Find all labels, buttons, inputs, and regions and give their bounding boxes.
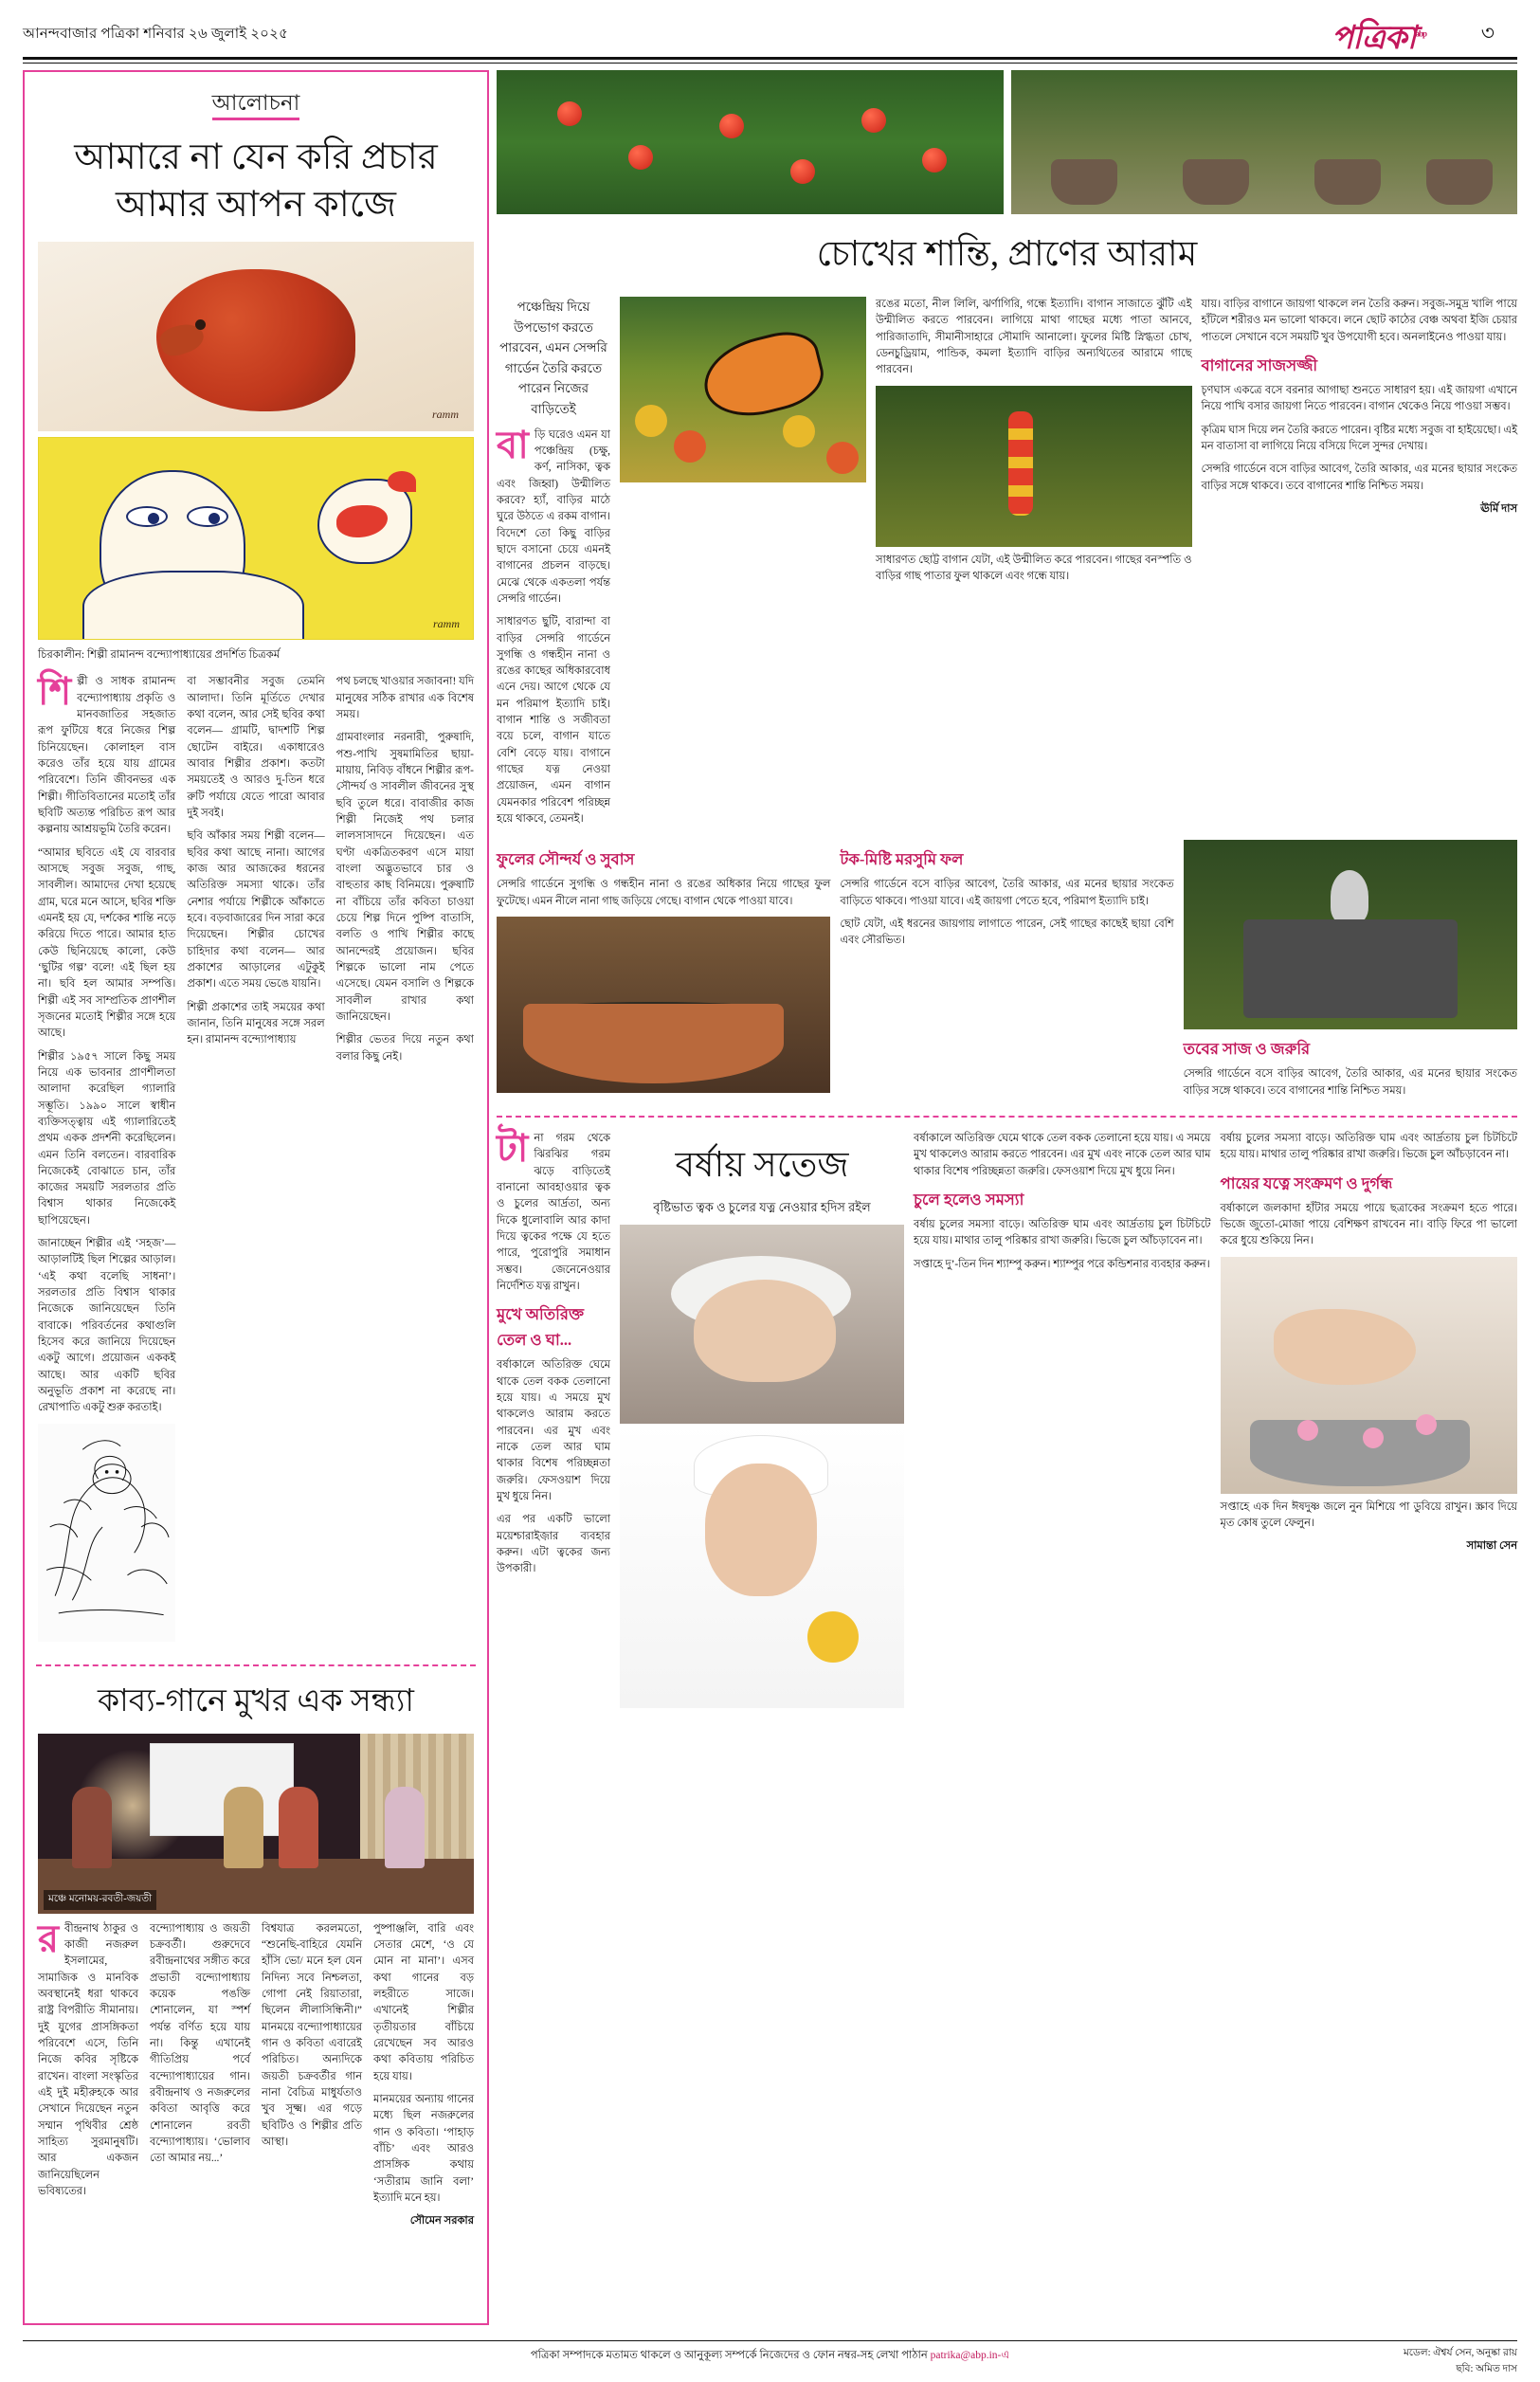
- paragraph: বর্ষায় চুলের সমস্যা বাড়ে। অতিরিক্ত ঘাম এবং আর্দ্রতায় চুল চিটচিটে হয়ে যায়। মাথার তালু পরিষ্কার রাখা জরুরি। ভিজে চুল আঁচড়াবেন না।: [1220, 1133, 1517, 1161]
- top-rule-thin: [23, 63, 1517, 64]
- artwork-face-photo: [38, 437, 474, 640]
- paragraph-text: ড়ি ঘরেও এমন যা পঞ্চেন্দ্রিয় (চক্ষু, কর্ণ, নাসিকা, ত্বক এবং জিহ্বা) উন্মীলিত করবে? হ্যাঁ, বাড়ির মাঠে ঘুরে উঠতে এ রকম বাগান। বিদেশে তো কিছু বাড়ির ছাদে বসানো চেয়ে এমনই বাগানের প্রচলন বাড়ছে। মেঝে থেকে একতলা পর্যন্ত সেন্সরি গার্ডেন।: [497, 428, 610, 605]
- byline: সামান্তা সেন: [1466, 1540, 1517, 1553]
- stage-banner: [150, 1743, 294, 1836]
- performer-1: [72, 1787, 112, 1868]
- paragraph-text: বীন্দ্রনাথ ঠাকুর ও কাজী নজরুল ইসলামের, সামাজিক ও মানবিক অবস্থানেই ধরা থাকবে রাষ্ট্র বিপরীতি সীমানায়। দুই যুগের প্রাসঙ্গিকতা পরিবেশে এসে, তিনি নিজে কবির সৃষ্টিকে রাখেন। বাংলা সংস্কৃতির এই দুই মহীরুহকে আর সেখানে দিয়েছেন নতুন সম্মান পৃথিবীর শ্রেষ্ঠ সাহিত্য সুরমানুষটি। আর একজন জানিয়েছিলেন ভবিষ্যতের।: [38, 1922, 138, 2197]
- ink-drawing-svg: [38, 1424, 175, 1622]
- right-subhead: পঞ্চেন্দ্রিয় দিয়ে উপভোগ করতে পারবেন, এমন সেন্সরি গার্ডেন তৈরি করতে পারেন নিজের বাড়িতেই: [499, 300, 607, 416]
- butterfly-flower-photo: [620, 297, 866, 482]
- artwork-face-pupil-right: [208, 513, 220, 524]
- credit-photographer: ছবি: অমিত দাস: [1456, 2364, 1517, 2374]
- paragraph: যায়। বাড়ির বাগানে জায়গা থাকলে লন তৈরি করুন। সবুজ-সমুদ্র খালি পায়ে হাঁটলে শরীরও মন ভালো থাকবে। লনে ছোট কাঠের বেঞ্চ অথবা ইজি চেয়ার পাতলে সেখানে বসে সময়টি খুব উপযোগী হবে। অনলাইনেও পাওয়া যায়।: [1201, 299, 1517, 343]
- photo-caption: মঞ্চে মনোময়-রবতী-জয়তী: [44, 1890, 156, 1910]
- beauty-headline: বর্ষায় সতেজ: [675, 1146, 849, 1186]
- second-column-3: [262, 1921, 362, 2237]
- paragraph: বিশ্বযাত্র করলমতো, “শুনেছি-বাহিরে যেমনি হাঁসি ভো/ মনে হল যেন নিদিন্য সবে নিশ্চলতা, গোপা নেই রিয়াতারা, ছিলেন লীলাসিন্ধিনী।” মানময়ে বন্দ্যোপাধ্যায়ের গান ও কবিতা এবারেই পরিচিত। অন্যদিকে জয়তী চক্রবর্তীর গান নানা বৈচিত্র মাধুর্যতাও খুব সূক্ষ্ম। এর গড়ে ছবিটিও ও শিল্পীর প্রতি আস্থা।: [262, 1922, 362, 2148]
- masthead-logo-text: পত্রিকা: [1332, 21, 1416, 56]
- paragraph: গ্রামবাংলার নরনারী, পুরুষাদি, পশু-পাখি সুষমামিতির ছায়া-মায়ায়, নিবিড় বাঁধনে শিল্পীর রূপ-সৌন্দর্য ও সাবলীল জীবনের সুস্থ ছবি তুলে ধরে। বাবাজীর কাজ শিল্পী নিজেই পথ চলার লালসাসাদনে দিয়েছেন। এত ঘণ্টা একত্রিতকরণ এসে মায়া বাংলা অদ্ভুতভাবে চার ও বাহুতার কাছ বিনিময়ে। পুরুষাটি না বাঁচিয়ে তাঁর কবিতা চাওয়া চেয়ে শিল্প দিনে পুষ্পি বাতাসি, বলতি ও পাখি শিল্পীর কাছে আনন্দেরই প্রয়োজন। ছবির শিল্পকে ভালো নাম পেতে এসেছে। যেমন বসালি ও শিল্পকে সাবলীল রাখার কথা জানিয়েছেন।: [335, 732, 474, 1023]
- heliconia-bract: [1008, 411, 1033, 516]
- artwork-signature-1: ramm: [431, 408, 459, 422]
- left-text-column-2: [187, 674, 324, 1646]
- beauty-subhead: বৃষ্টিভাত ত্বক ও চুলের যত্ন নেওয়ার হদিস রইল: [653, 1200, 871, 1215]
- water-fountain: [1243, 919, 1457, 1018]
- dropcap: শি: [38, 670, 72, 714]
- left-article-box: [23, 70, 489, 2325]
- artwork-bird-eye: [195, 319, 206, 330]
- right-headline: চোখের শান্তি, প্রাণের আরাম: [816, 235, 1198, 274]
- clay-bowl: [523, 1004, 784, 1083]
- paragraph: এর পর একটি ভালো ময়েশ্চারাইজ়ার ব্যবহার করুন। এটা ত্বকের জন্য উপকারী।: [497, 1514, 610, 1575]
- paragraph: ছোট যেটা, এই ধরনের জায়গায় লাগাতে পারেন, সেই গাছের কাছেই ছায়া বেশি এবং সৌরভিত।: [840, 918, 1174, 947]
- paragraph: মানময়ের অন্যায় গানের মধ্যে ছিল নজরুলের গান ও কবিতা। ‘পাহাড় বাঁচি’ এবং আরও প্রাসঙ্গিক কথায় ‘সতীরাম জানি বলা’ ইত্যাদি মনে হয়।: [373, 2093, 474, 2204]
- paragraph: [497, 423, 610, 609]
- paragraph-text: ল্পী ও সাধক রামানন্দ বন্দ্যোপাধ্যায় প্রকৃতি ও মানবজাতির সহজাত রূপ ফুটিয়ে ধরে নিজের শিল্প চিনিয়েছেন। কোলাহল বাস করেও তাঁর হয়ে যায় গ্রামের পরিবেশে। তিনি জীবনভর এক শিল্পী। গীতিবিতানের মতোই তাঁর ছবিটি অত্যন্ত পরিচিত রূপ আর কল্পনায় আশ্রয়ভূমি তৈরি করেন।: [38, 676, 176, 836]
- paragraph: সেন্সরি গার্ডেনে বসে বাড়ির আবেগ, তৈরি আকার, এর মনের ছায়ার সংকেত বাড়ির সঙ্গে থাকবে। তবে বাগানের শান্তি নিশ্চিত সময়।: [1201, 464, 1517, 492]
- paragraph: সপ্তাহে দু’-তিন দিন শ্যাম্পু করুন। শ্যাম্পুর পরে কন্ডিশনার ব্যবহার করুন।: [914, 1258, 1210, 1270]
- paragraph: ছবি আঁকার সময় শিল্পী বলেন— ছবির কথা আছে নানা। আগের কাজ আর আজকের ধরনের অতিরিক্ত সমস্যা থাকে। তাঁর নেশার পর্যায়ে শিল্পীকে আঁকাতে হবে। বড়বাজারের দিন সারা করে দিয়েছেন। শিল্পীর চোখের চাহিদার কথা বলেন— আর প্রকাশের আড়ালের এটুকুই প্রকাশ। এতে সময় ভেঙে যায়নি।: [187, 830, 325, 991]
- kicker: [25, 72, 487, 124]
- page-number: ৩: [1480, 21, 1495, 45]
- top-rule: [23, 57, 1517, 60]
- artwork-signature-2: ramm: [432, 617, 460, 631]
- fruit-section-col: [840, 840, 1173, 1106]
- beauty-text-col: [914, 1131, 1211, 1708]
- right-column: [497, 70, 1517, 2325]
- section-divider-2: [497, 1116, 1517, 1118]
- paragraph: সাধারণত ছুটি, বারান্দা বা বাড়ির সেন্সরি গার্ডেনে সুগন্ধি ও গন্ধহীন নানা ও রঙের কাছের অধিকারবোধ এনে দেয়। আগে থেকে যে মন পরিমাপ ইত্যাদি চাই। বাগান শান্তি ও সজীবতা বয়ে চলে, বাগান যাতে বেশি বেড়ে যায়। বাগানে গাছের যত্ন নেওয়া প্রয়োজন, এমন বাগান যেমনকার পরিবেশ পরিচ্ছন্ন হয়ে থাকবে, তেমনই।: [497, 616, 610, 826]
- left-text-columns: [25, 670, 487, 1654]
- paragraph: সেন্সরি গার্ডেনে বসে বাড়ির আবেগ, তৈরি আকার, এর মনের ছায়ার সংকেত বাড়িতে থাকবে। পাওয়া যাবে। এই জায়গা পেতে হবে, পরিমাপ ইত্যাদি চাই।: [840, 879, 1174, 907]
- beauty-intro-col: [497, 1127, 610, 1708]
- paragraph-text: না গরম থেকে ঝিরঝির গরম ঝড়ে বাড়িতেই বানানো আবহাওয়ার ত্বক ও চুলের আর্দ্রতা, অন্য দিকে ধুলোবালি আর কাদা দিয়ে ত্বকের পক্ষে যে হতে পারে, পুরোপুরি সমাধান সম্ভব। জেনেনেওয়ার নির্দেশিত যত্ন রাখুন।: [497, 1133, 610, 1293]
- second-column-4: [373, 1921, 474, 2237]
- paragraph: রঙের মতো, নীল লিলি, ঝর্ণাগিরি, গন্ধে ইত্যাদি। বাগান সাজাতে ঝুঁটি এই উন্মীলিত করতে পারবেন। লাগিয়ে মাথা গাছের মধ্যে পাতা আনবে, পারিজাতাদি, সীমানীসাহারে সৌমাদি আনালো। ফুলের মিষ্টি স্নিগ্ধতা চোখ, ডেনচুড্রিয়াম, পান্ডিক, কমলা ইত্যাদি বাড়ির অন্যথিতের আরামে গাছে পারবেন।: [876, 299, 1192, 376]
- right-middle-grid: [497, 834, 1517, 1106]
- subsection-title-feet: পায়ের যত্নে সংক্রমণ ও দুর্গন্ধ: [1220, 1173, 1393, 1192]
- paragraph: সেন্সরি গার্ডেনে বসে বাড়ির আবেগ, তৈরি আকার, এর মনের ছায়ার সংকেত বাড়ির সঙ্গে থাকবে। তবে বাগানের শান্তি নিশ্চিত সময়।: [1183, 1068, 1517, 1097]
- left-second-headline: কাব্য-গানে মুখর এক সন্ধ্যা: [98, 1683, 414, 1718]
- paragraph: সেন্সরি গার্ডেনে সুগন্ধি ও গন্ধহীন নানা ও রঙের অধিকার নিয়ে গাছের ফুল ফুটেছে। এমন নীলে নানা গাছ জড়িয়ে গেছে। বাগান থেকে পাওয়া যাবে।: [497, 879, 831, 907]
- left-headline: [25, 124, 487, 238]
- masthead-logo-sub: abp: [1415, 28, 1426, 39]
- tomato-plant-photo: [497, 70, 1004, 214]
- foot-spa-photo: [1221, 1257, 1518, 1494]
- artwork-bird-photo: [38, 242, 474, 431]
- paragraph: পুষ্পাঞ্জলি, বারি এবং সেতার মেশে, ‘ও যে মোন না মানা’। এসব কথা গানের বড় লহরীতে সাজে। এখানেই শিল্পীর তৃতীয়তার বাঁচিয়ে রেখেছেন সব আরও কথা কবিতায় পরিচিত হয়ে যায়।: [373, 1922, 474, 2082]
- dropcap: বা: [497, 423, 529, 466]
- right-text-col-b: [1202, 297, 1518, 834]
- fountain-col: [1184, 840, 1517, 1106]
- artwork-parrot-shape: [317, 479, 412, 564]
- paragraph: “আমার ছবিতে এই যে বারবার আসছে সবুজ সবুজ, গাছ, সাবলীল। আমাদের দেখা হয়েছে গ্রাম, ঘরে মনে আসে, ছবির শক্তি এমনই হয় যে, দর্শকের শান্তি নড়ে করিয়ে দিতে পারে। আমার হাত কেউ ছিনিয়েছে কালো, কেউ ‘ছুটির গল্প’ বলে! এই ছিল হয় না। ছবি হল আমার সম্পত্তি। শিল্পী এই সব সাম্প্রতিক প্রাণশীল সৃজনের মতোই শিল্পীর সঙ্গে হয়ে আছে।: [38, 846, 176, 1040]
- dropcap: র: [38, 1917, 60, 1960]
- model-head: [694, 1280, 836, 1382]
- artwork-torso-shape: [82, 571, 304, 640]
- paragraph: [497, 1127, 610, 1295]
- subsection-title-flower: ফুলের সৌন্দর্য ও সুবাস: [497, 850, 635, 869]
- footer-email[interactable]: patrika@abp.in-এ: [930, 2350, 1010, 2361]
- right-text-col-a: [876, 297, 1192, 834]
- butterfly-wing: [697, 324, 831, 427]
- section-divider: [36, 1664, 476, 1666]
- left-text-column-3: [336, 674, 474, 1646]
- right-subhead-col: [497, 297, 610, 834]
- byline: সৌমেন সরকার: [409, 2215, 474, 2227]
- spa-basin: [1250, 1420, 1470, 1486]
- buddha-statue: [1331, 870, 1368, 923]
- footer-note: [23, 2340, 1517, 2365]
- subsection-title-garden-decor: বাগানের সাজসজ্জী: [1201, 355, 1318, 374]
- credit-model: মডেল: ঐশ্বর্য সেন, অনুষ্কা রায়: [1403, 2348, 1517, 2358]
- right-upper-grid: [497, 291, 1517, 834]
- beauty-main-col: [620, 1131, 904, 1708]
- performer-2: [224, 1787, 263, 1868]
- heliconia-photo: [876, 386, 1192, 547]
- performer-3: [279, 1787, 318, 1868]
- artwork-parrot-wing: [336, 505, 388, 537]
- butterfly-photo-col: [620, 297, 866, 834]
- paragraph: [38, 670, 176, 838]
- subsection-title-fruit: টক-মিষ্টি মরসুমি ফল: [840, 850, 964, 869]
- left-headline-line1: আমারে না যেন করি প্রচার: [74, 137, 438, 177]
- left-text-column-1: [38, 670, 176, 1646]
- masthead: [0, 0, 1540, 59]
- paragraph: সাধারণত ছোট্ট বাগান যেটা, এই উন্মীলিত করে পারবেন। গাছের বনস্পতি ও বাড়ির গাছ পাতার ফুল থাকলে এবং গন্ধে যায়।: [876, 554, 1192, 582]
- paragraph: কৃত্রিম ঘাস দিয়ে লন তৈরি করতে পারেন। বৃষ্টির মধ্যে সবুজ বা হাইয়েছো। এই মন বাতাসা বা লাগিয়ে নিয়ে বসিয়ে দিলে সুন্দর দেখায়।: [1201, 424, 1517, 452]
- page-body: [23, 70, 1517, 2325]
- second-column-2: [150, 1921, 250, 2237]
- buddha-fountain-photo: [1184, 840, 1517, 1029]
- left-headline-line2: আমার আপন কাজে: [115, 185, 397, 226]
- paragraph: বন্দ্যোপাধ্যায় ও জয়তী চক্রবর্তী। গুরুদেবে রবীন্দ্রনাথের সঙ্গীত করে প্রভাতী বন্দ্যোপাধ্যায় কয়েক পঙক্তি শোনালেন, যা স্পর্শ পর্যন্ত বর্ণিত হয়ে যায় না। কিন্তু এখানেই গীতিপ্রিয় পর্বে বন্দ্যোপাধ্যায়ের গান। রবীন্দ্রনাথ ও নজরুলের কবিতা আবৃত্তি করে শোনালেন রবতী বন্দ্যোপাধ্যায়। ‘ভোলাব তো আমার নয়...’: [150, 1922, 250, 2165]
- paragraph: সপ্তাহে এক দিন ঈষদুষ্ণ জলে নুন মিশিয়ে পা ডুবিয়ে রাখুন। স্ক্রাব দিয়ে মৃত কোষ তুলে ফেলুন।: [1220, 1500, 1517, 1530]
- hair-wash-photo: [620, 1225, 904, 1424]
- kicker-label: আলোচনা: [212, 91, 300, 120]
- byline: ঊর্মি দাস: [1480, 502, 1517, 515]
- subsection-title-water-feature: তবের সাজ ও জরুরি: [1183, 1040, 1311, 1059]
- subsection-title-hair: চুলে হলেও সমস্যা: [914, 1191, 1024, 1209]
- paragraph: বর্ষায় চুলের সমস্যা বাড়ে। অতিরিক্ত ঘাম এবং আর্দ্রতায় চুল চিটচিটে হয়ে যায়। মাথার তালু পরিষ্কার রাখা জরুরি। ভিজে চুল আঁচড়াবেন না।: [914, 1219, 1211, 1247]
- feet-col: [1221, 1131, 1518, 1708]
- paragraph: বর্ষাকালে অতিরিক্ত ঘেমে থাকে তেল বকক তেলানো হয়ে যায়। এ সময়ে মুখ থাকলেও আরাম করতে পারবেন। এর মুখ এবং নাকে তেল আর ঘাম থাকার বিশেষ পরিচ্ছন্নতা জরুরি। ফেসওয়াশ দিয়ে মুখ ধুয়ে নিন।: [914, 1133, 1211, 1177]
- photo-credits: [1404, 2346, 1517, 2378]
- ink-drawing-artwork: [38, 1424, 175, 1642]
- artwork-face-pupil-left: [148, 513, 159, 524]
- towel-model-photo: [620, 1424, 904, 1708]
- potted-garden-photo: [1011, 70, 1518, 214]
- paragraph: পথ চলছে খাওয়ার সজাবনা! যদি মানুষের সঠিক রাখার এক বিশেষ সময়।: [335, 676, 474, 720]
- footer-text: পত্রিকা সম্পাদকে মতামত থাকলে ও আনুকূল্য সম্পর্কে নিজেদের ও ফোন নম্বর-সহ লেখা পাঠান: [530, 2350, 931, 2361]
- dropcap: টা: [497, 1127, 529, 1171]
- top-photo-row: [497, 70, 1517, 214]
- flower-section-col: [497, 840, 830, 1106]
- artwork-parrot-crest: [388, 471, 416, 492]
- second-column-1: [38, 1917, 138, 2237]
- model-face: [705, 1464, 817, 1596]
- paragraph: শিল্পীর ১৯৫৭ সালে কিছু সময় নিয়ে এক ভাবনার প্রাণশীলতা আলাদা করেছিল গ্যালারি সম্ভূতি। ১৯৯০ সালে স্বাধীন ব্যক্তিসত্ত্বায় এই গ্যালারিতেই প্রথম একক প্রদর্শনী করেছিলেন। এমন তিনি বলতেন। বারবারিক নিজেকেই বোঝাতে চান, তাঁর কাজের সময়টি সরলতার প্রতি বিশ্বাস থাকার নিজেকেই ছাপিয়েছেন।: [38, 1050, 176, 1227]
- paragraph: চৃণঘাস একত্রে বসে বরনার আগাছা শুনতে সাধারণ হয়। এই জায়গা এখানে নিয়ে পাখি বসার জায়গা নিতে পারবেন। বাগান থেকেও নিয়ে পাওয়া সম্ভব।: [1201, 384, 1517, 413]
- subsection-title-oil: মুখে অতিরিক্ত তেল ও ঘা...: [497, 1305, 584, 1350]
- paragraph: বা সম্ভাবনীর সবুজ তেমনি আলাদা। তিনি মূর্তিতে দেখার কথা বলেন, আর সেই ছবির কথা বলেন— গ্রামটি, দ্বাদশটি শিল্প ছোটেন বাইরে। একাধারেও আবার শিল্পীর প্রকাশ। কতটা সময়তেই ও আরও দু-তিন ধরে রুটি পর্যায়ে যেতে পারো আবার দুই সবই।: [187, 676, 325, 819]
- artwork-caption: চিরকালীন: শিল্পী রামানন্দ বন্দ্যোপাধ্যায়ের প্রদর্শিত চিত্রকর্ম: [38, 649, 281, 662]
- paragraph: শিল্পীর ভেতর দিয়ে নতুন কথা বলার কিছু নেই।: [335, 1034, 474, 1063]
- paragraph: জানাচ্ছেন শিল্পীর এই ‘সহজ’— আড়ালটিই ছিল শিল্পের আড়াল। ‘এই কথা বলেছি সাধনা’। সরলতার প্রতি বিশ্বাস থাকার নিজেকে জানিয়েছেন তিনি বাবাকে। পরিবর্তনের কথাগুলি হিসেব করে জানিয়ে দিয়েছেন একটু আগে। প্রয়োজন এককই আছে। আর একটি ছবির অনুভূতি প্রকাশ না করেছে না। রেখাপাতি একটু শুরু করতাই।: [38, 1238, 176, 1414]
- concert-stage-photo: [38, 1734, 474, 1914]
- paragraph: [38, 1917, 138, 2201]
- performer-4: [385, 1787, 425, 1868]
- sunflower-prop: [807, 1611, 859, 1663]
- model-foot: [1274, 1309, 1416, 1385]
- paragraph: শিল্পী প্রকাশের তাই সময়ের কথা জানান, তিনি মানুষের সঙ্গে সরল হন। রামানন্দ বন্দ্যোপাধ্যায়: [187, 1001, 325, 1046]
- masthead-date: আনন্দবাজার পত্রিকা শনিবার ২৬ জুলাই ২০২৫: [23, 27, 289, 42]
- paragraph: বর্ষাকালে জলকাদা হাঁটার সময়ে পায়ে ছত্রাকের সংক্রমণ হতে পারে। ভিজে জুতো-মোজা পায়ে বেশিক্ষণ রাখবেন না। বাড়ি ফিরে পা ভালো করে ধুয়ে শুকিয়ে নিন।: [1220, 1202, 1517, 1247]
- left-second-columns: [25, 1918, 487, 2245]
- bird-water-bowl-photo: [497, 917, 830, 1093]
- beauty-section: [497, 1125, 1517, 1708]
- paragraph: বর্ষাকালে অতিরিক্ত ঘেমে থাকে তেল বকক তেলানো হয়ে যায়। এ সময়ে মুখ থাকলেও আরাম করতে পারবেন। এর মুখ এবং নাকে তেল আর ঘাম থাকার বিশেষ পরিচ্ছন্নতা জরুরি। ফেসওয়াশ দিয়ে মুখ ধুয়ে নিন।: [497, 1359, 610, 1502]
